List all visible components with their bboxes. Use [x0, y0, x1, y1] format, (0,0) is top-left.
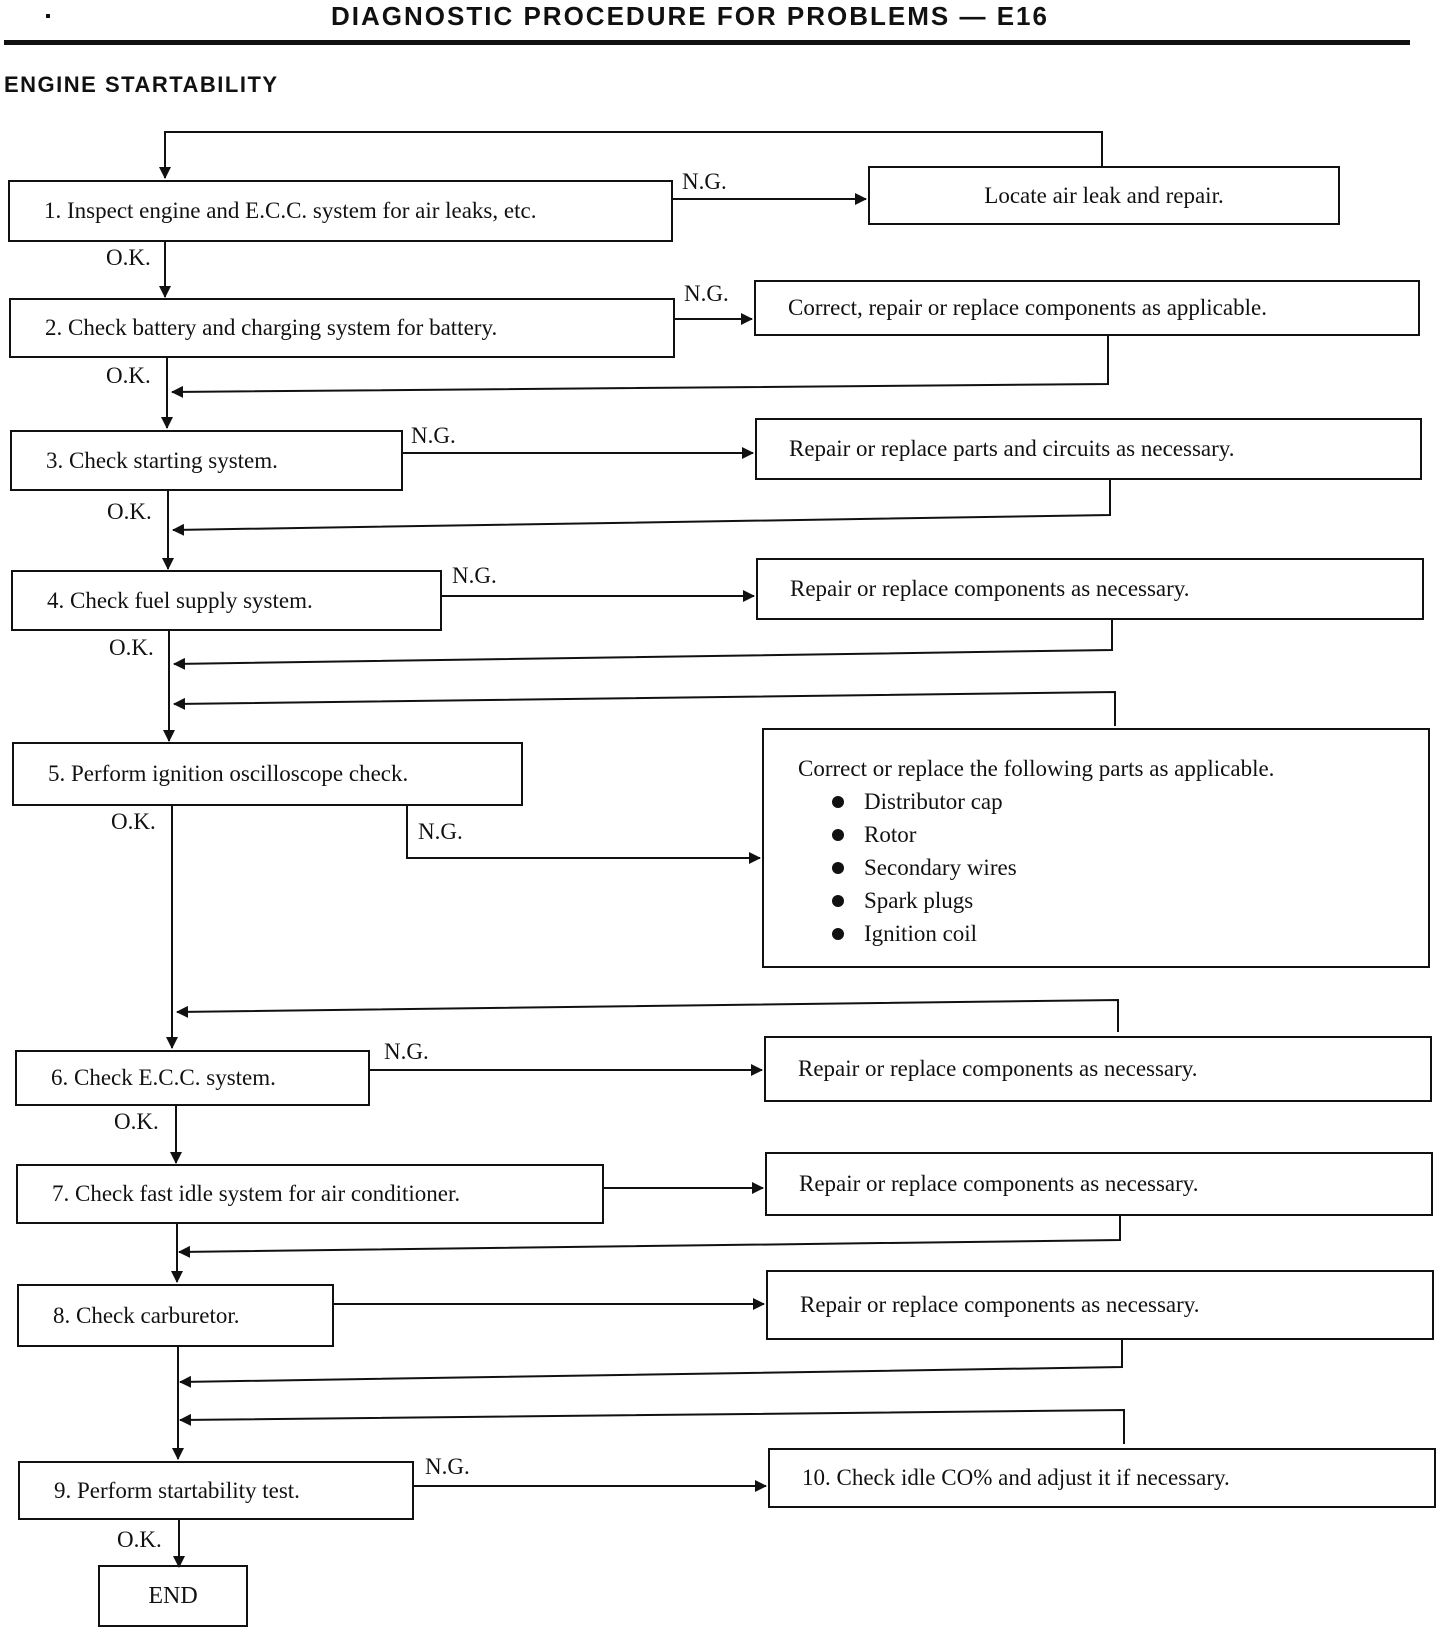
result-2-text: Correct, repair or replace components as applicable.	[788, 295, 1267, 320]
result-3-text: Repair or replace parts and circuits as necessary.	[789, 436, 1235, 461]
ng-label: N.G.	[452, 563, 497, 588]
section-title: ENGINE STARTABILITY	[4, 72, 279, 97]
result-5-text: Correct or replace the following parts as applicable.	[798, 756, 1275, 781]
result-8-box	[766, 1270, 1434, 1340]
step-6-text: 6. Check E.C.C. system.	[51, 1065, 276, 1090]
end-text: END	[148, 1582, 198, 1609]
step-8-box	[17, 1284, 334, 1347]
ng-label: N.G.	[684, 281, 729, 306]
result-6-text: Repair or replace components as necessary.	[798, 1056, 1198, 1081]
step-1-box	[8, 180, 673, 242]
list-item: Secondary wires	[832, 851, 1428, 884]
step-2-text: 2. Check battery and charging system for battery.	[45, 315, 498, 340]
result-4-box	[756, 558, 1424, 620]
ok-label: O.K.	[111, 809, 156, 834]
ng-label: N.G.	[682, 169, 727, 194]
list-item: Spark plugs	[832, 884, 1428, 917]
step-3-text: 3. Check starting system.	[46, 447, 278, 473]
result-8-text: Repair or replace components as necessary.	[800, 1292, 1200, 1317]
result-1-box	[868, 166, 1340, 225]
result-5-parts-list	[798, 785, 1428, 950]
ng-label: N.G.	[384, 1039, 429, 1064]
ok-label: O.K.	[109, 635, 154, 660]
step-8-text: 8. Check carburetor.	[53, 1302, 240, 1328]
list-item: Distributor cap	[832, 785, 1428, 818]
ng-label: N.G.	[411, 423, 456, 448]
ng-label: N.G.	[418, 819, 463, 844]
list-item: Rotor	[832, 818, 1428, 851]
result-10-text: 10. Check idle CO% and adjust it if necessary.	[802, 1465, 1230, 1490]
result-6-box	[764, 1036, 1432, 1102]
step-6-box	[15, 1050, 370, 1106]
result-2-box	[754, 280, 1420, 336]
result-4-text: Repair or replace components as necessary.	[790, 576, 1190, 601]
step-4-box	[11, 570, 442, 631]
ng-label: N.G.	[425, 1454, 470, 1479]
return-from-result-5	[174, 692, 1115, 726]
result-7-text: Repair or replace components as necessary.	[799, 1171, 1199, 1196]
end-box	[98, 1565, 248, 1627]
return-from-result-6	[177, 1000, 1118, 1032]
list-item: Ignition coil	[832, 917, 1428, 950]
result-10-box	[768, 1448, 1436, 1508]
ok-label: O.K.	[107, 499, 152, 524]
step-2-box	[9, 298, 675, 358]
step-9-box	[18, 1461, 414, 1520]
step-9-text: 9. Perform startability test.	[54, 1477, 300, 1503]
return-from-result-10	[180, 1410, 1124, 1444]
ok-label: O.K.	[114, 1109, 159, 1134]
page-title: DIAGNOSTIC PROCEDURE FOR PROBLEMS — E16	[331, 1, 1049, 31]
result-5-box	[762, 728, 1430, 968]
step-1-text: 1. Inspect engine and E.C.C. system for air leaks, etc.	[44, 198, 537, 223]
step-7-box	[16, 1164, 604, 1224]
result-7-box	[765, 1152, 1433, 1216]
step-4-text: 4. Check fuel supply system.	[47, 587, 313, 613]
step-3-box	[10, 430, 403, 491]
step-5-box	[12, 742, 523, 806]
result-1-text: Locate air leak and repair.	[984, 182, 1224, 208]
result-3-box	[755, 418, 1422, 480]
step-7-text: 7. Check fast idle system for air conditioner.	[52, 1181, 461, 1206]
ok-label: O.K.	[117, 1527, 162, 1552]
ok-label: O.K.	[106, 363, 151, 388]
ok-label: O.K.	[106, 245, 151, 270]
step-5-text: 5. Perform ignition oscilloscope check.	[48, 761, 409, 786]
